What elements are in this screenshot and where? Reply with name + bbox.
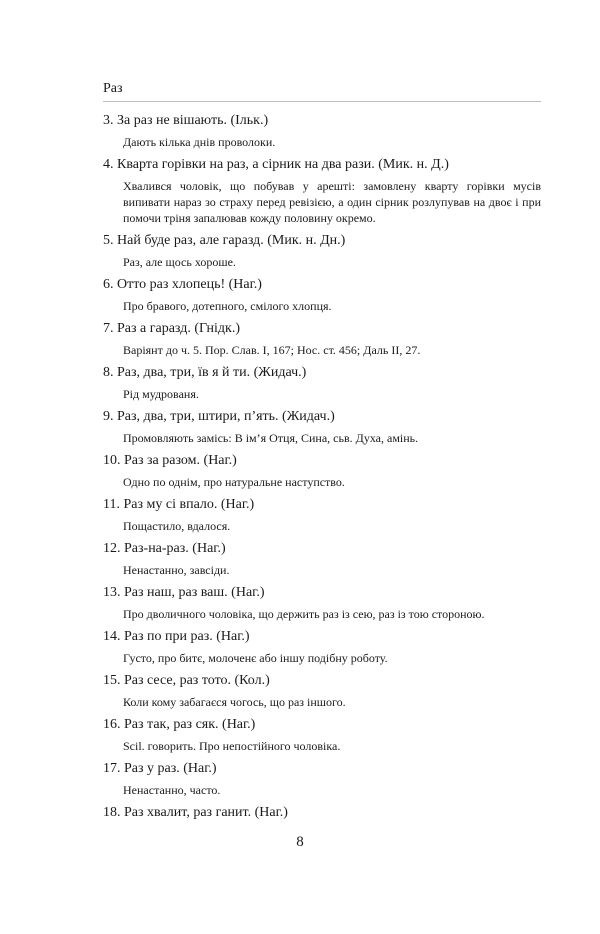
proverb-gloss: Варіянт до ч. 5. Пор. Слав. I, 167; Нос. ст. 456; Даль II, 27. (123, 343, 421, 357)
proverb-gloss: Дають кілька днів проволоки. (123, 135, 276, 149)
header-title: Раз (103, 81, 123, 96)
proverb-list (103, 112, 541, 826)
proverb-text: 17. Раз у раз. (Наг.) (103, 761, 217, 776)
entry-11 (103, 496, 541, 534)
entry-4 (103, 156, 541, 226)
proverb-text: 7. Раз а гаразд. (Гнідк.) (103, 321, 241, 336)
proverb-text: 18. Раз хвалит, раз ганит. (Наг.) (103, 805, 288, 820)
entry-16 (103, 716, 541, 754)
proverb-gloss: Хвалився чоловік, що побував у арешті: замовлену кварту горівки мусів випивати нараз зо страху перед ревізією, а один сірник розлупував на двоє і при помочи тріня запалював кожду половину окремо. (123, 179, 541, 225)
proverb-text: 12. Раз-на-раз. (Наг.) (103, 541, 226, 556)
proverb-text: 15. Раз сесе, раз тото. (Кол.) (103, 673, 270, 688)
entry-17 (103, 760, 541, 798)
entry-14 (103, 628, 541, 666)
entry-12 (103, 540, 541, 578)
proverb-text: 9. Раз, два, три, штири, п’ять. (Жидач.) (103, 409, 335, 424)
proverb-gloss: Густо, про битє, молоченє або іншу подібну роботу. (123, 651, 388, 665)
proverb-gloss: Про дволичного чоловіка, що держить раз із сею, раз із тою стороною. (123, 607, 485, 621)
proverb-gloss: Коли кому забагаєся чогось, що раз іншого. (123, 695, 346, 709)
proverb-text: 6. Отто раз хлопець! (Наг.) (103, 277, 262, 292)
entry-8 (103, 364, 541, 402)
proverb-text: 11. Раз му сі впало. (Наг.) (103, 497, 255, 512)
proverb-text: 16. Раз так, раз сяк. (Наг.) (103, 717, 256, 732)
entry-13 (103, 584, 541, 622)
proverb-gloss: Промовляють замісь: В ім’я Отця, Сина, сьв. Духа, амінь. (123, 431, 419, 445)
proverb-gloss: Scil. говорить. Про непостійного чоловіка. (123, 739, 341, 753)
proverb-gloss: Раз, але щось хороше. (123, 255, 236, 269)
proverb-text: 5. Най буде раз, але гаразд. (Мик. н. Дн.) (103, 233, 346, 248)
proverb-text: 13. Раз наш, раз ваш. (Наг.) (103, 585, 265, 600)
running-header (103, 79, 541, 102)
proverb-text: 8. Раз, два, три, їв я й ти. (Жидач.) (103, 365, 307, 380)
entry-3 (103, 112, 541, 150)
proverb-gloss: Одно по однім, про натуральне наступство. (123, 475, 345, 489)
entry-7 (103, 320, 541, 358)
proverb-gloss: Пощастило, вдалося. (123, 519, 231, 533)
proverb-gloss: Ненастанно, завсіди. (123, 563, 230, 577)
page-number: 8 (296, 834, 304, 850)
entry-18 (103, 804, 541, 822)
entry-6 (103, 276, 541, 314)
proverb-gloss: Ненастанно, часто. (123, 783, 221, 797)
entry-9 (103, 408, 541, 446)
proverb-text: 10. Раз за разом. (Наг.) (103, 453, 237, 468)
entry-10 (103, 452, 541, 490)
entry-5 (103, 232, 541, 270)
proverb-gloss: Про бравого, дотепного, смілого хлопця. (123, 299, 332, 313)
entry-15 (103, 672, 541, 710)
proverb-text: 3. За раз не вішають. (Ільк.) (103, 113, 269, 128)
proverb-gloss: Рід мудрованя. (123, 387, 199, 401)
proverb-text: 14. Раз по при раз. (Наг.) (103, 629, 250, 644)
proverb-text: 4. Кварта горівки на раз, а сірник на два рази. (Мик. н. Д.) (103, 157, 449, 172)
